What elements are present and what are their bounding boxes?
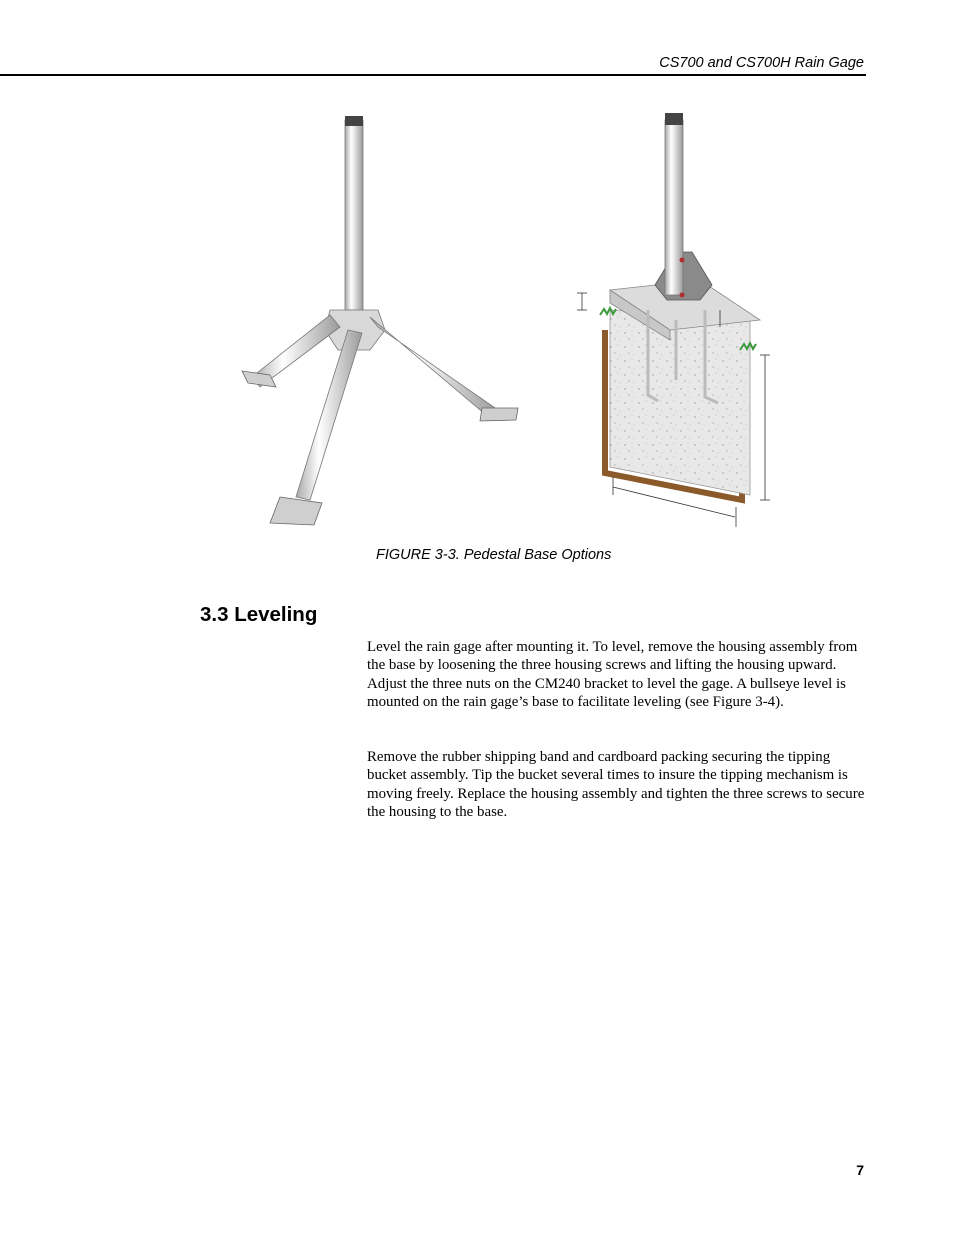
pedestal-figure <box>230 105 790 535</box>
figure-caption: FIGURE 3-3. Pedestal Base Options <box>376 547 612 563</box>
leveling-paragraph-1: Level the rain gage after mounting it. To level, remove the housing assembly from the base by loosening the three housing screws and lifting the housing upward. Adjust the three nuts on the CM240 bracket to level the gage. A bullseye level is mounted on the rain gage’s base to facilitate leveling (see Figure 3-4). <box>367 639 858 710</box>
pedestal-illustration <box>230 105 790 535</box>
header-title: CS700 and CS700H Rain Gage <box>659 55 864 71</box>
tripod-base-illustration <box>242 116 518 525</box>
page-number: 7 <box>856 1162 864 1178</box>
header-rule <box>0 74 866 76</box>
section-heading: 3.3 Leveling <box>200 603 318 626</box>
concrete-base-illustration <box>577 113 770 527</box>
leveling-paragraph-2: Remove the rubber shipping band and cardboard packing securing the tipping bucket assembly. Tip the bucket several times to insure the tipping mechanism is moving freely. Replace the housing assembly and tighten the three screws to secure the housing to the base. <box>367 749 865 820</box>
